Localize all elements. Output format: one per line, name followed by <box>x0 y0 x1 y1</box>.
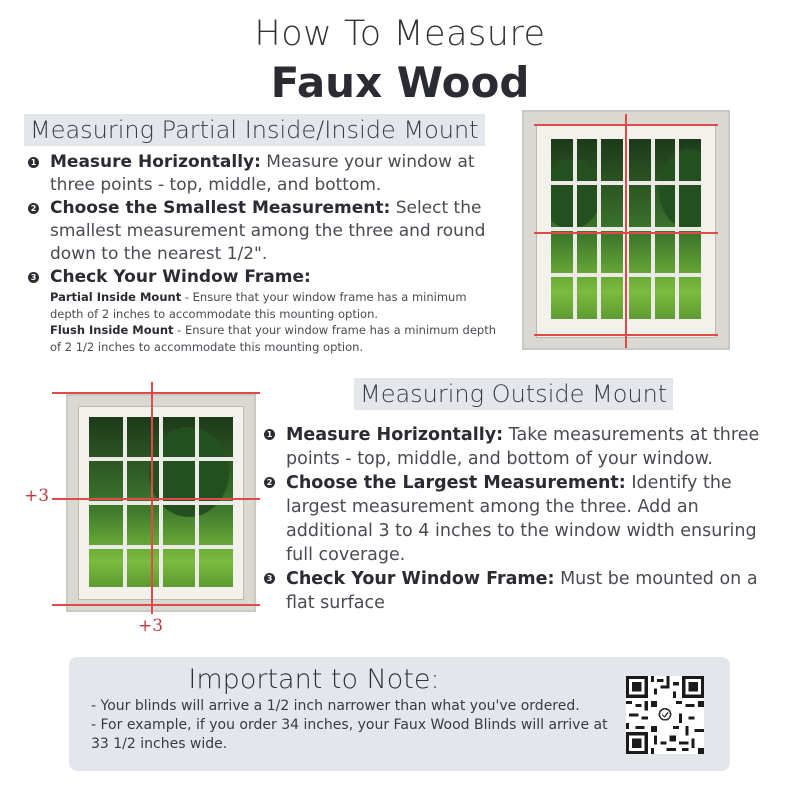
qr-code-icon[interactable] <box>626 676 704 754</box>
step-number-icon: 1 <box>28 157 39 168</box>
frame-note-flush <box>50 322 500 355</box>
step-text: Identify the largest measurement among the three. Add an additional 3 to 4 inches to the window width ensuring full coverage. <box>286 473 757 565</box>
inside-step-2 <box>22 197 500 266</box>
side-plus-label: +3 <box>24 486 50 506</box>
step-text: Measure your window at three points - top, middle, and bottom. <box>50 152 475 195</box>
bottom-plus-label: +3 <box>138 616 164 636</box>
important-note-title: Important to Note: <box>188 664 440 695</box>
step-lead: Measure Horizontally: <box>50 152 261 172</box>
frame-note-partial <box>50 289 500 322</box>
step-text: Take measurements at three points - top, middle, and bottom of your window. <box>286 425 760 469</box>
outside-mount-heading: Measuring Outside Mount <box>354 378 673 410</box>
step-lead: Choose the Largest Measurement: <box>286 473 626 493</box>
page-title-line2: Faux Wood <box>270 58 530 107</box>
outside-mount-steps <box>258 423 778 615</box>
step-number-icon: 3 <box>264 573 275 584</box>
step-lead: Check Your Window Frame: <box>286 569 555 589</box>
outside-mount-window-image <box>20 380 260 640</box>
outside-step-2 <box>258 471 778 567</box>
important-note-text <box>91 697 611 754</box>
frame-note-text: - Ensure that your window frame has a minimum depth of 2 1/2 inches to accommodate this mounting option. <box>50 323 496 354</box>
frame-note-lead: Flush Inside Mount <box>50 323 174 337</box>
top-measure-line <box>52 392 260 394</box>
step-number-icon: 1 <box>264 429 275 440</box>
bottom-measure-line <box>52 604 260 606</box>
inside-mount-steps <box>22 151 500 355</box>
outside-step-1 <box>258 423 778 471</box>
note-line: - For example, if you order 34 inches, your Faux Wood Blinds will arrive at 33 1/2 inches wide. <box>91 717 608 752</box>
step-lead: Check Your Window Frame: <box>50 267 311 287</box>
step-text: Must be mounted on a flat surface <box>286 569 758 613</box>
step-lead: Choose the Smallest Measurement: <box>50 198 391 218</box>
step-number-icon: 2 <box>28 203 39 214</box>
page-title-line1: How To Measure <box>254 14 546 54</box>
step-lead: Measure Horizontally: <box>286 425 504 445</box>
inside-step-1 <box>22 151 500 197</box>
step-text: Select the smallest measurement among the three and round down to the nearest 1/2". <box>50 198 486 264</box>
vertical-measure-line <box>151 382 153 614</box>
inside-mount-window-image <box>522 110 730 350</box>
frame-note-text: - Ensure that your window frame has a minimum depth of 2 inches to accommodate this mounting option. <box>50 290 467 321</box>
middle-measure-line <box>52 498 260 500</box>
outside-step-3 <box>258 567 778 615</box>
note-line: - Your blinds will arrive a 1/2 inch narrower than what you've ordered. <box>91 698 580 714</box>
step-number-icon: 2 <box>264 477 275 488</box>
frame-note-lead: Partial Inside Mount <box>50 290 182 304</box>
inside-step-3 <box>22 266 500 355</box>
inside-mount-heading: Measuring Partial Inside/Inside Mount <box>24 114 485 146</box>
vertical-measure-line <box>625 114 627 348</box>
step-number-icon: 3 <box>28 272 39 283</box>
